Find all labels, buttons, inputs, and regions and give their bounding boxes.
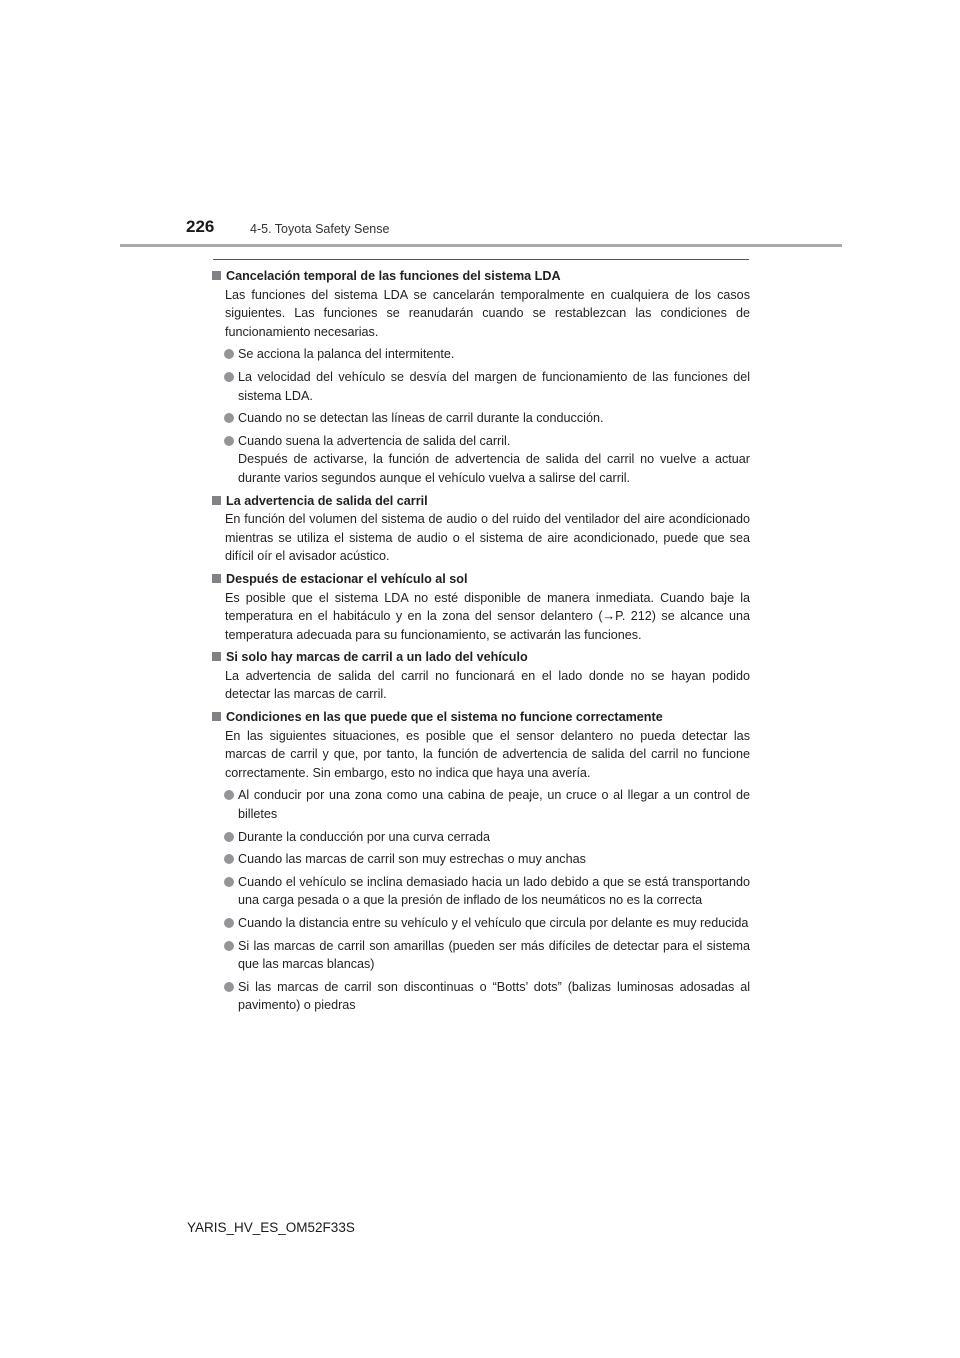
content-rule: [213, 259, 749, 260]
header-rule: [120, 244, 842, 247]
section-lane-departure-warning: [212, 492, 750, 566]
heading-text: La advertencia de salida del carril: [226, 493, 428, 508]
circle-bullet-icon: [224, 982, 234, 992]
section-malfunction-conditions: [212, 708, 750, 1015]
section-one-side-markings: [212, 648, 750, 704]
list-item-text: Cuando el vehículo se inclina demasiado hacia un lado debido a que se está transportando una carga pesada o a que la presión de inflado de los neumáticos no es la correcta: [238, 874, 750, 908]
section-heading: [212, 267, 750, 286]
list-item: [212, 368, 750, 405]
square-bullet-icon: [212, 496, 221, 505]
section-title: 4-5. Toyota Safety Sense: [250, 222, 390, 236]
content: [212, 267, 750, 1019]
list-item: [212, 432, 750, 451]
list-item-text: Cuando la distancia entre su vehículo y el vehículo que circula por delante es muy reducida: [238, 916, 749, 930]
circle-bullet-icon: [224, 877, 234, 887]
page-number: 226: [186, 217, 215, 236]
section-heading: [212, 570, 750, 589]
circle-bullet-icon: [224, 918, 234, 928]
list-item-text: Si las marcas de carril son discontinuas o “Botts’ dots” (balizas luminosas adosadas al pavimento) o piedras: [238, 979, 750, 1013]
circle-bullet-icon: [224, 941, 234, 951]
document-id: YARIS_HV_ES_OM52F33S: [187, 1220, 355, 1235]
list-item: [212, 978, 750, 1015]
square-bullet-icon: [212, 271, 221, 280]
circle-bullet-icon: [224, 372, 234, 382]
circle-bullet-icon: [224, 349, 234, 359]
list-item-text: Cuando las marcas de carril son muy estrechas o muy anchas: [238, 852, 586, 867]
square-bullet-icon: [212, 652, 221, 661]
list-item: [212, 937, 750, 974]
section-paragraph: La advertencia de salida del carril no funcionará en el lado donde no se hayan podido detectar las marcas de carril.: [225, 668, 750, 702]
heading-text: Si solo hay marcas de carril a un lado del vehículo: [226, 650, 528, 665]
heading-text: Condiciones en las que puede que el sistema no funcione correctamente: [226, 710, 663, 725]
list-item-text: Al conducir por una zona como una cabina de peaje, un cruce o al llegar a un control de billetes: [238, 788, 750, 822]
list-item-text: Si las marcas de carril son amarillas (pueden ser más difíciles de detectar para el sistema que las marcas blancas): [238, 938, 750, 972]
square-bullet-icon: [212, 574, 221, 583]
section-paragraph: Es posible que el sistema LDA no esté disponible de manera inmediata. Cuando baje la temperatura en el habitáculo y en la zona del sensor delantero (→P. 212) se alcance una temperatura adecuada para su funcionamiento, se activarán las funciones.: [225, 590, 750, 642]
list-item-text: Durante la conducción por una curva cerrada: [238, 829, 491, 844]
list-item: [212, 345, 750, 364]
list-item-text: Se acciona la palanca del intermitente.: [238, 347, 455, 362]
square-bullet-icon: [212, 712, 221, 721]
list-item: [212, 828, 750, 847]
list-item-text: Cuando suena la advertencia de salida del carril.: [238, 433, 511, 448]
section-paragraph: Las funciones del sistema LDA se cancelarán temporalmente en cualquiera de los casos siguientes. Las funciones se reanudarán cuando se restablezcan las condiciones de funcionamiento necesarias.: [225, 287, 750, 339]
section-paragraph: En las siguientes situaciones, es posible que el sensor delantero no pueda detectar las marcas de carril y que, por tanto, la función de advertencia de salida del carril no funcione correctamente. Sin embargo, esto no indica que haya una avería.: [225, 728, 750, 780]
heading-text: Cancelación temporal de las funciones del sistema LDA: [226, 269, 561, 283]
list-item-note: Después de activarse, la función de advertencia de salida del carril no vuelve a actuar durante varios segundos aunque el vehículo vuelva a salirse del carril.: [238, 452, 750, 485]
section-parked-in-sun: [212, 570, 750, 644]
list-item: [212, 850, 750, 869]
list-item: [212, 914, 750, 933]
circle-bullet-icon: [224, 790, 234, 800]
list-item-text: Cuando no se detectan las líneas de carril durante la conducción.: [238, 411, 604, 426]
section-heading: [212, 648, 750, 667]
heading-text: Después de estacionar el vehículo al sol: [226, 571, 468, 586]
list-item: [212, 409, 750, 428]
circle-bullet-icon: [224, 413, 234, 423]
list-item: [212, 873, 750, 910]
circle-bullet-icon: [224, 436, 234, 446]
list-item: [212, 786, 750, 823]
circle-bullet-icon: [224, 854, 234, 864]
circle-bullet-icon: [224, 832, 234, 842]
list-item-text: La velocidad del vehículo se desvía del margen de funcionamiento de las funciones del sistema LDA.: [238, 369, 750, 403]
section-heading: [212, 492, 750, 511]
section-paragraph: En función del volumen del sistema de audio o del ruido del ventilador del aire acondicionado mientras se utiliza el sistema de audio o el sistema de aire acondicionado, puede que sea difícil oír el avisador acústico.: [225, 512, 750, 564]
section-temporary-cancellation: [212, 267, 750, 488]
section-heading: [212, 708, 750, 727]
